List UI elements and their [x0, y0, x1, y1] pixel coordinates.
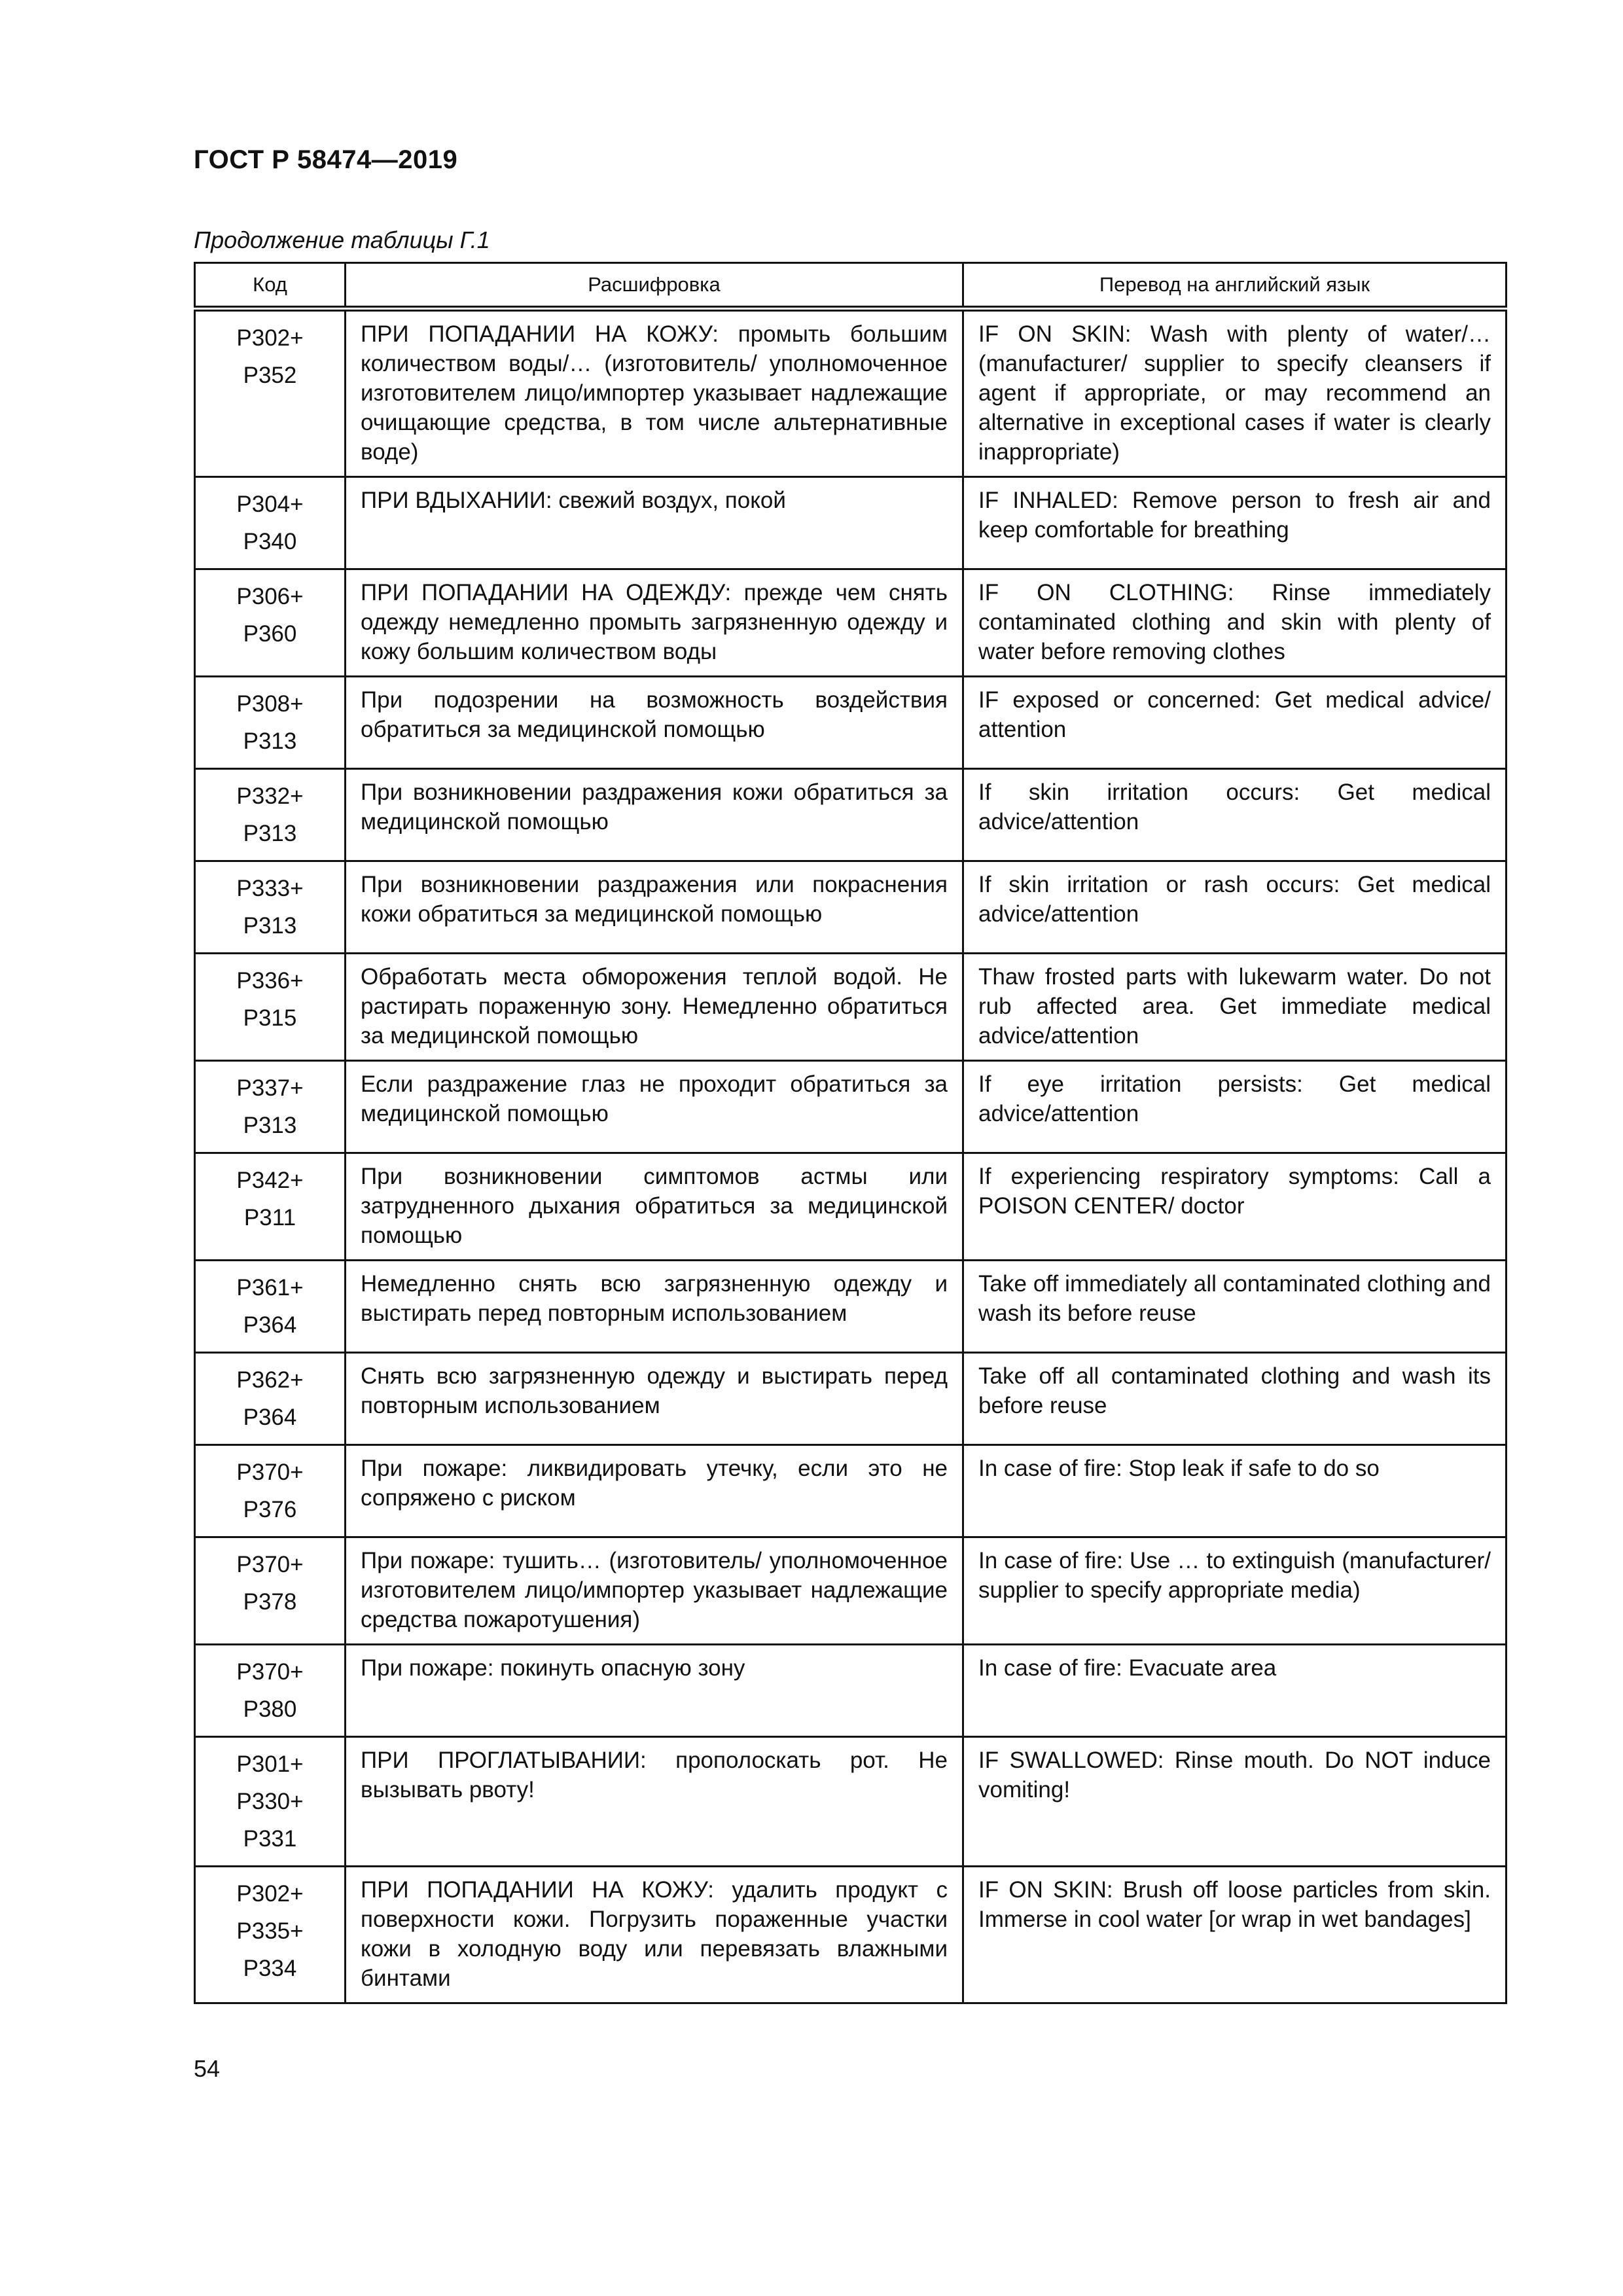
russian-decoding: Немедленно снять всю загрязненную одежду и выстирать перед повторным использованием: [346, 1261, 963, 1353]
english-translation: If skin irritation or rash occurs: Get medical advice/attention: [963, 861, 1507, 954]
english-translation: IF ON CLOTHING: Rinse immediately contaminated clothing and skin with plenty of water before removing clothes: [963, 569, 1507, 677]
code-part: P337+: [236, 1075, 304, 1101]
code-part: P335+: [236, 1918, 304, 1944]
english-translation: IF SWALLOWED: Rinse mouth. Do NOT induce vomiting!: [963, 1737, 1507, 1867]
russian-decoding: Снять всю загрязненную одежду и выстирать перед повторным использованием: [346, 1353, 963, 1445]
precaution-code: [195, 1061, 346, 1153]
russian-decoding: ПРИ ПРОГЛАТЫВАНИИ: прополоскать рот. Не вызывать рвоту!: [346, 1737, 963, 1867]
precaution-code: [195, 569, 346, 677]
code-part: P313: [243, 728, 297, 754]
precaution-code: [195, 477, 346, 569]
code-part: P352: [243, 363, 297, 388]
english-translation: IF ON SKIN: Wash with plenty of water/… (manufacturer/ supplier to specify cleansers if agent if appropriate, or may recommend an alternative in exceptional cases if water is clearly inappropriate): [963, 309, 1507, 477]
table-row: [195, 769, 1507, 861]
precaution-code: [195, 1867, 346, 2003]
table-row: [195, 1867, 1507, 2003]
russian-decoding: При возникновении раздражения кожи обратиться за медицинской помощью: [346, 769, 963, 861]
code-part: P370+: [236, 1460, 304, 1485]
table-row: [195, 1061, 1507, 1153]
column-header-decoding: Расшифровка: [346, 263, 963, 309]
english-translation: In case of fire: Stop leak if safe to do so: [963, 1445, 1507, 1537]
precaution-code: [195, 861, 346, 954]
code-part: P302+: [236, 325, 304, 351]
table-header-row: [195, 263, 1507, 309]
english-translation: IF exposed or concerned: Get medical advice/ attention: [963, 677, 1507, 769]
table-row: [195, 1153, 1507, 1261]
hazard-phrases-table: [194, 262, 1507, 2004]
russian-decoding: При возникновении раздражения или покраснения кожи обратиться за медицинской помощью: [346, 861, 963, 954]
code-part: P313: [243, 1113, 297, 1138]
column-header-code: Код: [195, 263, 346, 309]
russian-decoding: Если раздражение глаз не проходит обратиться за медицинской помощью: [346, 1061, 963, 1153]
code-part: P333+: [236, 876, 304, 901]
code-part: P308+: [236, 691, 304, 717]
code-part: P370+: [236, 1659, 304, 1685]
table-row: [195, 1353, 1507, 1445]
code-part: P334: [243, 1956, 297, 1981]
page-number: 54: [194, 2055, 221, 2082]
table-row: [195, 861, 1507, 954]
code-part: P364: [243, 1405, 297, 1430]
code-part: P378: [243, 1589, 297, 1615]
precaution-code: [195, 1261, 346, 1353]
english-translation: Take off all contaminated clothing and wash its before reuse: [963, 1353, 1507, 1445]
precaution-code: [195, 1645, 346, 1737]
precaution-code: [195, 677, 346, 769]
code-part: P380: [243, 1696, 297, 1722]
precaution-code: [195, 1353, 346, 1445]
precaution-code: [195, 1445, 346, 1537]
precaution-code: [195, 954, 346, 1061]
code-part: P315: [243, 1005, 297, 1031]
table-row: [195, 1445, 1507, 1537]
precaution-code: [195, 1153, 346, 1261]
code-part: P342+: [236, 1168, 304, 1193]
russian-decoding: При пожаре: тушить… (изготовитель/ уполномоченное изготовителем лицо/импортер указывает надлежащие средства пожаротушения): [346, 1537, 963, 1645]
code-part: P376: [243, 1497, 297, 1522]
russian-decoding: ПРИ ПОПАДАНИИ НА КОЖУ: промыть большим количеством воды/… (изготовитель/ уполномоченное изготовителем лицо/импортер указывает надлежащие очищающие средства, в том числе альтернативные воде): [346, 309, 963, 477]
russian-decoding: ПРИ ВДЫХАНИИ: свежий воздух, покой: [346, 477, 963, 569]
english-translation: In case of fire: Evacuate area: [963, 1645, 1507, 1737]
english-translation: If experiencing respiratory symptoms: Call a POISON CENTER/ doctor: [963, 1153, 1507, 1261]
precaution-code: [195, 309, 346, 477]
code-part: P311: [243, 1205, 296, 1230]
code-part: P306+: [236, 584, 304, 609]
document-header: ГОСТ Р 58474—2019: [194, 145, 458, 174]
precaution-code: [195, 769, 346, 861]
english-translation: If skin irritation occurs: Get medical advice/attention: [963, 769, 1507, 861]
russian-decoding: Обработать места обморожения теплой водой. Не растирать пораженную зону. Немедленно обратиться за медицинской помощью: [346, 954, 963, 1061]
english-translation: If eye irritation persists: Get medical advice/attention: [963, 1061, 1507, 1153]
code-part: P330+: [236, 1789, 304, 1814]
table-row: [195, 569, 1507, 677]
code-part: P302+: [236, 1881, 304, 1907]
code-part: P362+: [236, 1367, 304, 1393]
table-row: [195, 1645, 1507, 1737]
code-part: P313: [243, 821, 297, 846]
code-part: P313: [243, 913, 297, 939]
table-row: [195, 477, 1507, 569]
russian-decoding: ПРИ ПОПАДАНИИ НА КОЖУ: удалить продукт с поверхности кожи. Погрузить пораженные участки кожи в холодную воду или перевязать влажными бинтами: [346, 1867, 963, 2003]
english-translation: Take off immediately all contaminated clothing and wash its before reuse: [963, 1261, 1507, 1353]
code-part: P360: [243, 621, 297, 647]
table-row: [195, 1537, 1507, 1645]
code-part: P304+: [236, 492, 304, 517]
code-part: P340: [243, 529, 297, 554]
table-row: [195, 954, 1507, 1061]
table-row: [195, 1261, 1507, 1353]
table-row: [195, 309, 1507, 477]
table-row: [195, 677, 1507, 769]
russian-decoding: При возникновении симптомов астмы или затрудненного дыхания обратиться за медицинской помощью: [346, 1153, 963, 1261]
precaution-code: [195, 1537, 346, 1645]
english-translation: Thaw frosted parts with lukewarm water. Do not rub affected area. Get immediate medical advice/attention: [963, 954, 1507, 1061]
english-translation: IF ON SKIN: Brush off loose particles from skin. Immerse in cool water [or wrap in wet bandages]: [963, 1867, 1507, 2003]
russian-decoding: При подозрении на возможность воздействия обратиться за медицинской помощью: [346, 677, 963, 769]
code-part: P364: [243, 1312, 297, 1338]
russian-decoding: При пожаре: ликвидировать утечку, если это не сопряжено с риском: [346, 1445, 963, 1537]
code-part: P301+: [236, 1751, 304, 1777]
russian-decoding: ПРИ ПОПАДАНИИ НА ОДЕЖДУ: прежде чем снять одежду немедленно промыть загрязненную одежду и кожу большим количеством воды: [346, 569, 963, 677]
code-part: P336+: [236, 968, 304, 994]
english-translation: In case of fire: Use … to extinguish (manufacturer/ supplier to specify appropriate media): [963, 1537, 1507, 1645]
code-part: P361+: [236, 1275, 304, 1300]
russian-decoding: При пожаре: покинуть опасную зону: [346, 1645, 963, 1737]
table-row: [195, 1737, 1507, 1867]
code-part: P331: [243, 1826, 297, 1852]
code-part: P332+: [236, 783, 304, 809]
column-header-english: Перевод на английский язык: [963, 263, 1507, 309]
precaution-code: [195, 1737, 346, 1867]
table-body: [195, 309, 1507, 2003]
english-translation: IF INHALED: Remove person to fresh air and keep comfortable for breathing: [963, 477, 1507, 569]
table-caption: Продолжение таблицы Г.1: [194, 226, 490, 253]
code-part: P370+: [236, 1552, 304, 1577]
